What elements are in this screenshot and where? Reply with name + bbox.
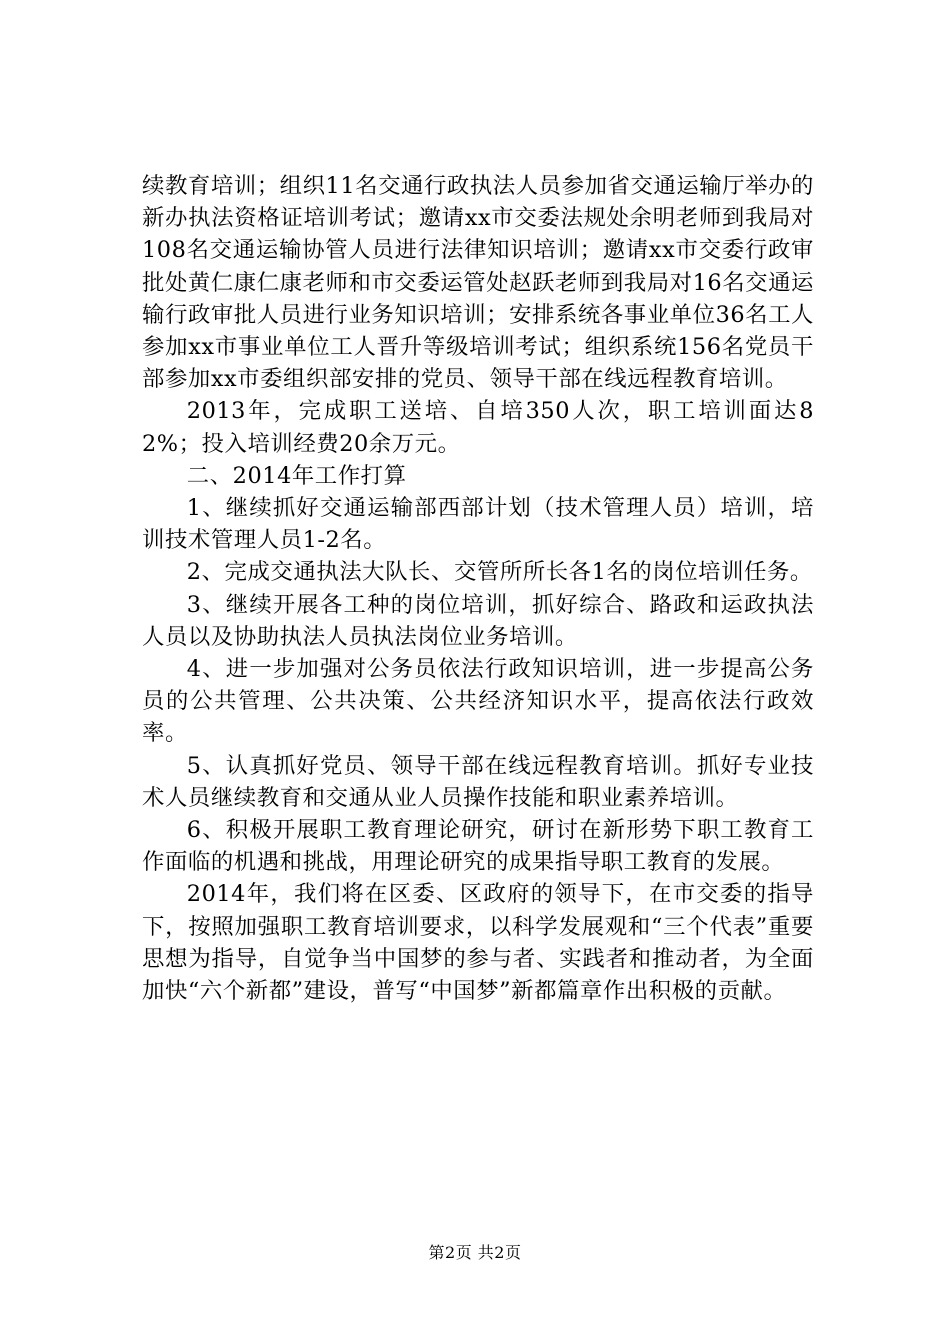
paragraph-conclusion: 2014年，我们将在区委、区政府的领导下，在市交委的指导下，按照加强职工教育培训要求，以科学发展观和“三个代表”重要思想为指导，自觉争当中国梦的参与者、实践者和推动者，为全面加快“六个新都”建设，普写“中国梦”新都篇章作出积极的贡献。 [142, 881, 814, 1005]
document-body [142, 170, 814, 1007]
paragraph-2013-summary: 2013年，完成职工送培、自培350人次，职工培训面达82%；投入培训经费20余万元。 [142, 398, 814, 457]
plan-item-5: 5、认真抓好党员、领导干部在线远程教育培训。抓好专业技术人员继续教育和交通从业人员操作技能和职业素养培训。 [142, 752, 814, 811]
page-number-footer: 第2页 共2页 [428, 1243, 522, 1262]
plan-item-4: 4、进一步加强对公务员依法行政知识培训，进一步提高公务员的公共管理、公共决策、公共经济知识水平，提高依法行政效率。 [142, 656, 814, 747]
section-heading-2014-plan: 二、2014年工作打算 [186, 462, 407, 489]
plan-item-6: 6、积极开展职工教育理论研究，研讨在新形势下职工教育工作面临的机遇和挑战，用理论研究的成果指导职工教育的发展。 [142, 817, 814, 876]
plan-item-2: 2、完成交通执法大队长、交管所所长各1名的岗位培训任务。 [186, 559, 813, 586]
plan-item-1: 1、继续抓好交通运输部西部计划（技术管理人员）培训，培训技术管理人员1-2名。 [142, 495, 814, 554]
plan-item-3: 3、继续开展各工种的岗位培训，抓好综合、路政和运政执法人员以及协助执法人员执法岗位业务培训。 [142, 591, 814, 650]
paragraph-continued-training: 续教育培训；组织11名交通行政执法人员参加省交通运输厅举办的新办执法资格证培训考试；邀请xx市交委法规处余明老师到我局对108名交通运输协管人员进行法律知识培训；邀请xx市交委行政审批处黄仁康仁康老师和市交委运管处赵跃老师到我局对16名交通运输行政审批人员进行业务知识培训；安排系统各事业单位36名工人参加xx市事业单位工人晋升等级培训考试；组织系统156名党员干部参加xx市委组织部安排的党员、领导干部在线远程教育培训。 [142, 173, 814, 393]
